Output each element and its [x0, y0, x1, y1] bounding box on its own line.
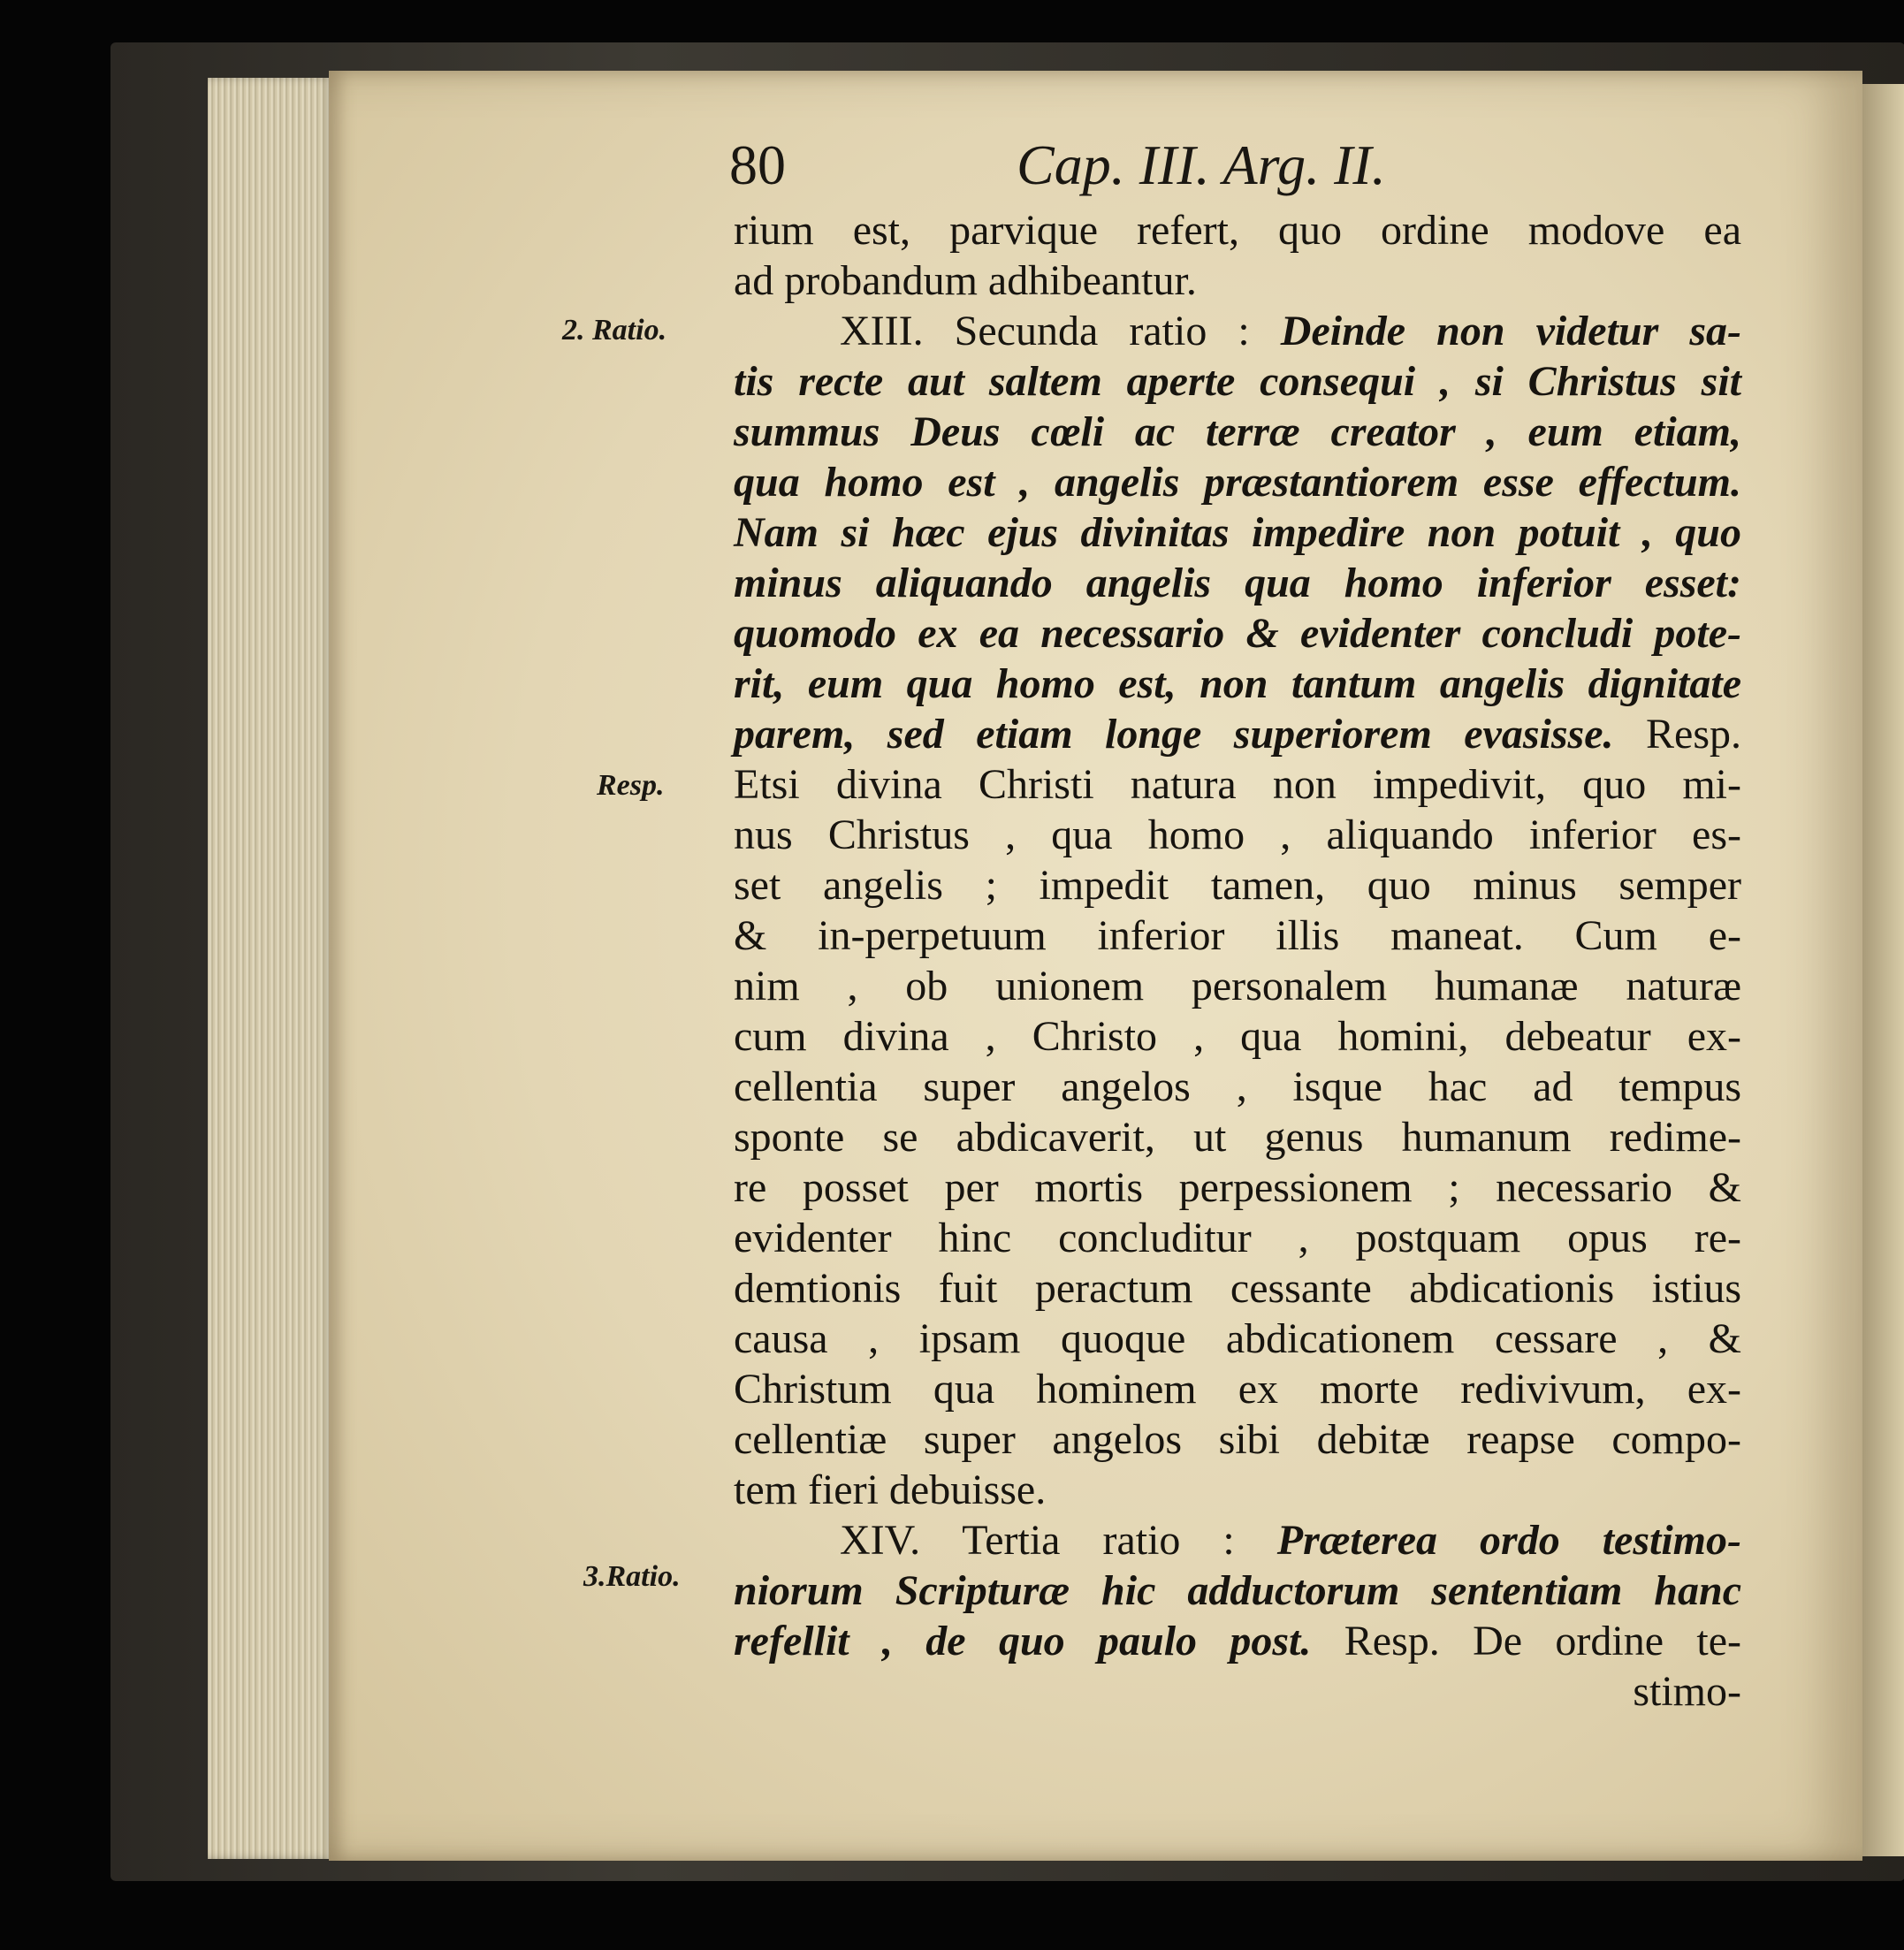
body-text	[734, 205, 1741, 1717]
text-segment: cum divina , Christo , qua homini, debeatur ex-	[734, 1013, 1741, 1060]
italic-segment: Præterea ordo testimo-	[1276, 1517, 1742, 1564]
text-segment: cellentiæ super angelos sibi debitæ reapse compo-	[734, 1416, 1741, 1463]
italic-segment: minus aliquando angelis qua homo inferior esset:	[734, 560, 1741, 606]
text-line	[734, 1364, 1741, 1414]
text-segment: re posset per mortis perpessionem ; necessario &	[734, 1164, 1741, 1211]
italic-segment: quomodo ex ea necessario & evidenter concludi pote-	[734, 610, 1741, 657]
text-line	[734, 407, 1741, 457]
text-line	[734, 1263, 1741, 1314]
text-line	[734, 356, 1741, 407]
text-line	[734, 1616, 1741, 1666]
italic-segment: niorum Scripturæ hic adductorum sententiam hanc	[734, 1567, 1741, 1614]
text-segment: sponte se abdicaverit, ut genus humanum redime-	[734, 1114, 1741, 1161]
italic-segment: Deinde non videtur sa-	[1280, 308, 1742, 354]
margin-note-ratio-3: 3.Ratio.	[583, 1560, 681, 1593]
text-segment: stimo-	[1633, 1668, 1741, 1715]
text-line	[734, 910, 1741, 961]
italic-segment: qua homo est , angelis præstantiorem esse effectum.	[734, 459, 1741, 506]
page-edges	[208, 78, 333, 1859]
text-segment: XIII. Secunda ratio :	[840, 308, 1281, 354]
text-segment: causa , ipsam quoque abdicationem cessare , &	[734, 1315, 1741, 1362]
text-line	[734, 1666, 1741, 1717]
text-line	[734, 961, 1741, 1011]
text-segment: Etsi divina Christi natura non impedivit, quo mi-	[734, 761, 1741, 808]
italic-segment: tis recte aut saltem aperte consequi , si Christus sit	[734, 358, 1741, 405]
italic-segment: rit, eum qua homo est, non tantum angelis dignitate	[734, 660, 1741, 707]
text-segment: demtionis fuit peractum cessante abdicationis istius	[734, 1265, 1741, 1312]
text-line	[734, 1465, 1741, 1515]
text-segment: nus Christus , qua homo , aliquando inferior es-	[734, 811, 1741, 858]
text-line	[734, 1011, 1741, 1062]
text-segment: set angelis ; impedit tamen, quo minus semper	[734, 862, 1741, 909]
text-segment: rium est, parvique refert, quo ordine modove ea	[734, 207, 1741, 254]
margin-note-ratio-2: 2. Ratio.	[562, 314, 667, 347]
text-line	[734, 205, 1741, 255]
text-line	[734, 1162, 1741, 1213]
text-line	[734, 659, 1741, 709]
text-segment: Resp.	[1613, 711, 1742, 758]
italic-segment: Nam si hæc ejus divinitas impedire non potuit , quo	[734, 509, 1741, 556]
text-line	[734, 507, 1741, 558]
text-line	[734, 709, 1741, 759]
text-line	[734, 1565, 1741, 1616]
text-line	[734, 558, 1741, 608]
text-line	[734, 1414, 1741, 1465]
text-line	[734, 759, 1741, 810]
text-segment: evidenter hinc concluditur , postquam opus re-	[734, 1215, 1741, 1261]
text-segment: tem fieri debuisse.	[734, 1466, 1047, 1513]
text-segment: & in-perpetuum inferior illis maneat. Cum e-	[734, 912, 1741, 959]
text-line	[734, 860, 1741, 910]
text-segment: cellentia super angelos , isque hac ad tempus	[734, 1063, 1741, 1110]
running-title: Cap. III. Arg. II.	[1017, 133, 1386, 196]
text-segment: Christum qua hominem ex morte redivivum, ex-	[734, 1366, 1741, 1413]
text-line	[734, 457, 1741, 507]
text-segment: Resp. De ordine te-	[1311, 1618, 1742, 1664]
text-line	[734, 1515, 1741, 1565]
text-line	[734, 255, 1741, 306]
text-line	[734, 1062, 1741, 1112]
text-line	[734, 608, 1741, 659]
text-segment: nim , ob unionem personalem humanæ naturæ	[734, 963, 1741, 1009]
italic-segment: refellit , de quo paulo post.	[734, 1618, 1312, 1664]
text-line	[734, 306, 1741, 356]
text-segment: XIV. Tertia ratio :	[840, 1517, 1277, 1564]
page-number: 80	[729, 133, 786, 196]
text-line	[734, 1314, 1741, 1364]
text-line	[734, 1112, 1741, 1162]
facing-page-edge	[1862, 84, 1904, 1856]
text-line	[734, 810, 1741, 860]
text-segment: ad probandum adhibeantur.	[734, 257, 1197, 304]
italic-segment: summus Deus cœli ac terræ creator , eum etiam,	[734, 408, 1741, 455]
margin-note-resp: Resp.	[597, 769, 665, 802]
text-line	[734, 1213, 1741, 1263]
italic-segment: parem, sed etiam longe superiorem evasisse.	[734, 711, 1614, 758]
